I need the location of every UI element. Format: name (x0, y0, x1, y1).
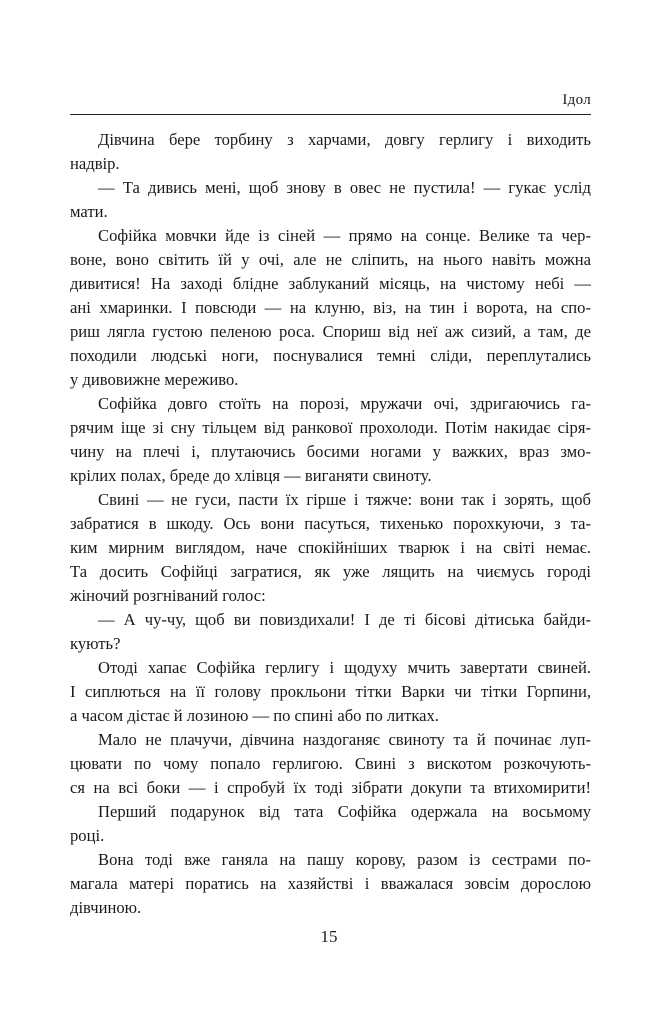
text-line: магала матері поратись на хазяйстві і вважалася зовсім дорослою (70, 874, 591, 893)
text-line: Дівчина бере торбину з харчами, довгу герлигу і виходить (98, 130, 591, 149)
text-line: цювати по чому попало герлигою. Свині з вискотом розкочують- (70, 754, 591, 773)
text-line: Свині — не гуси, пасти їх гірше і тяжче: вони так і зорять, щоб (98, 490, 591, 509)
text-line: а часом дістає й лозиною — по спині або по литках. (70, 706, 439, 725)
text-line: мати. (70, 202, 108, 221)
text-line: році. (70, 826, 105, 845)
text-line: — А чу-чу, щоб ви повиздихали! І де ті бісові дітиська байди- (98, 610, 591, 629)
running-title: Ідол (562, 92, 591, 108)
text-line: ким мирним виглядом, наче спокійніших тварюк і на світі немає. (70, 538, 591, 557)
page-number: 15 (320, 927, 338, 946)
text-line: Перший подарунок від тата Софійка одержала на восьмому (98, 802, 591, 821)
text-line: І сиплються на її голову прокльони тітки Варки чи тітки Горпини, (70, 682, 591, 701)
text-line: воне, воно світить їй у очі, але не сліпить, на нього навіть можна (70, 250, 591, 269)
text-line: ані хмаринки. І повсюди — на клуню, віз, на тин і ворота, на спо- (70, 298, 591, 317)
text-line: Отоді хапає Софійка герлигу і щодуху мчить завертати свиней. (98, 658, 591, 677)
text-line: дівчиною. (70, 898, 142, 917)
text-line: ся на всі боки — і спробуй їх тоді зібрати докупи та втихомирити! (70, 778, 591, 797)
body-text (70, 128, 591, 920)
running-header (70, 92, 591, 115)
text-line: у дивовижне мереживо. (70, 370, 239, 389)
text-line: Вона тоді вже ганяла на пашу корову, разом із сестрами по- (98, 850, 591, 869)
text-line: Софійка довго стоїть на порозі, мружачи очі, здригаючись га- (98, 394, 591, 413)
text-line: — Та дивись мені, щоб знову в овес не пустила! — гукає услід (98, 178, 591, 197)
text-line: дивитися! На заході блідне заблуканий місяць, на чистому небі — (70, 274, 591, 293)
text-line: риш лягла густою пеленою роса. Спориш від неї аж сизий, а там, де (70, 322, 591, 341)
text-line: надвір. (70, 154, 120, 173)
text-line: походили людські ноги, поснувалися темні сліди, переплутались (70, 346, 591, 365)
text-line: чину на плечі і, плутаючись босими ногами у важких, враз змо- (70, 442, 591, 461)
text-line: кують? (70, 634, 121, 653)
text-line: Мало не плачучи, дівчина наздоганяє свиноту та й починає луп- (98, 730, 591, 749)
text-line: Софійка мовчки йде із сіней — прямо на сонце. Велике та чер- (98, 226, 591, 245)
text-line: жіночий розгніваний голос: (70, 586, 266, 605)
text-line: забратися в шкоду. Ось вони пасуться, тихенько порохкуючи, з та- (70, 514, 591, 533)
text-line: крілих полах, бреде до хлівця — виганяти свиноту. (70, 466, 432, 485)
text-line: рячим іще зі сну тільцем від ранкової прохолоди. Потім накидає сіря- (70, 418, 591, 437)
text-line: Та досить Софійці загратися, як уже лящить на чиємусь городі (70, 562, 591, 581)
